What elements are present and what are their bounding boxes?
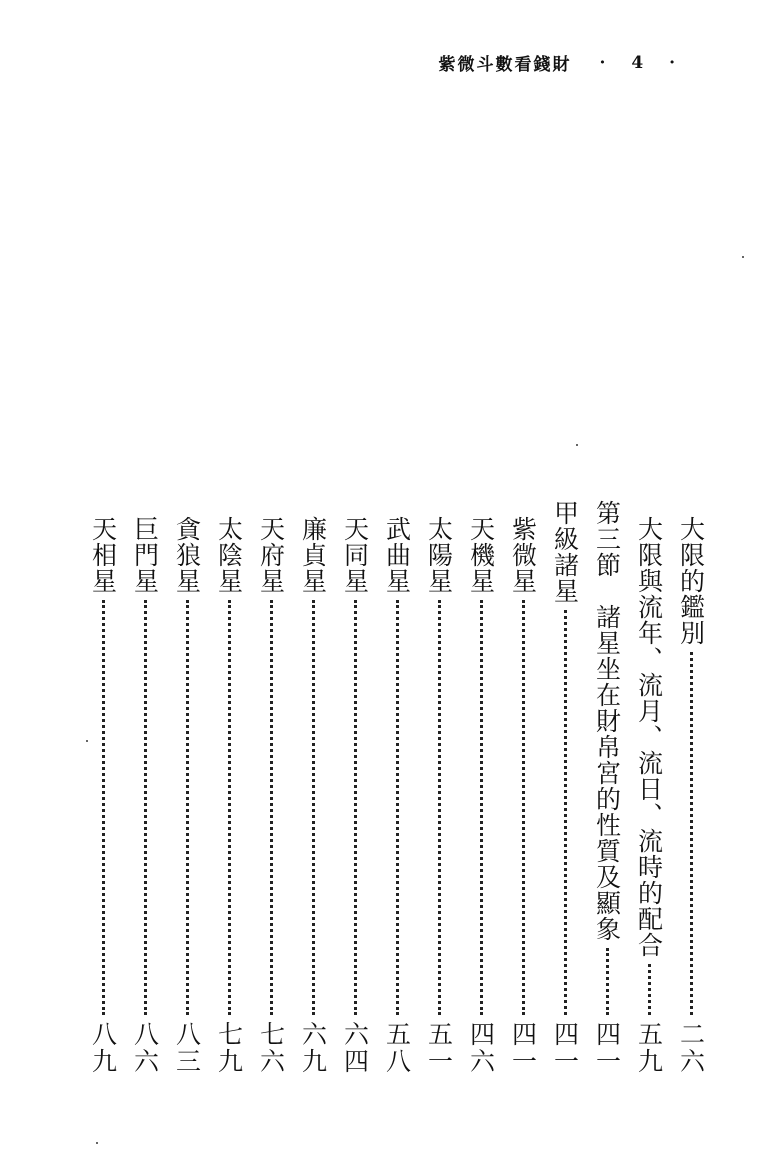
toc-entry[interactable] xyxy=(211,500,247,1075)
table-of-contents xyxy=(85,500,709,1075)
toc-entry-page: 五一 xyxy=(424,1021,454,1075)
toc-entry[interactable] xyxy=(673,500,709,1075)
toc-entry-title: 大限與流年、流月、流日、流時的配合 xyxy=(634,516,664,958)
page-number: · 4 · xyxy=(599,52,685,73)
toc-leader-dots xyxy=(396,600,399,1015)
toc-entry-page: 五八 xyxy=(382,1021,412,1075)
toc-leader-dots xyxy=(312,600,315,1015)
toc-entry[interactable] xyxy=(631,500,667,1075)
toc-leader-dots xyxy=(522,600,525,1015)
toc-entry[interactable] xyxy=(505,500,541,1075)
toc-leader-dots xyxy=(564,610,567,1015)
scan-speck xyxy=(96,1142,98,1144)
toc-leader-dots xyxy=(606,948,609,1015)
toc-entry[interactable] xyxy=(127,500,163,1075)
running-header xyxy=(438,50,685,75)
toc-entry-title: 貪狼星 xyxy=(172,516,202,594)
toc-entry[interactable] xyxy=(337,500,373,1075)
toc-entry-title: 紫微星 xyxy=(508,516,538,594)
toc-leader-dots xyxy=(690,652,693,1015)
toc-entry-title: 武曲星 xyxy=(382,516,412,594)
toc-entry[interactable] xyxy=(295,500,331,1075)
toc-leader-dots xyxy=(354,600,357,1015)
toc-entry[interactable] xyxy=(169,500,205,1075)
toc-entry-title: 天府星 xyxy=(256,516,286,594)
toc-leader-dots xyxy=(144,600,147,1015)
toc-leader-dots xyxy=(270,600,273,1015)
toc-section-heading[interactable] xyxy=(589,500,625,1075)
toc-entry-title: 太陰星 xyxy=(214,516,244,594)
toc-leader-dots xyxy=(228,600,231,1015)
toc-entry-title: 巨門星 xyxy=(130,516,160,594)
toc-entry-title: 廉貞星 xyxy=(298,516,328,594)
toc-entry-title: 大限的鑑別 xyxy=(676,516,706,646)
toc-entry-page: 四一 xyxy=(508,1021,538,1075)
toc-entry-page: 六九 xyxy=(298,1021,328,1075)
scan-speck xyxy=(576,444,578,446)
toc-entry-title: 天同星 xyxy=(340,516,370,594)
toc-entry[interactable] xyxy=(85,500,121,1075)
toc-leader-dots xyxy=(102,600,105,1015)
toc-entry-page: 四一 xyxy=(592,1021,622,1075)
toc-entry-page: 七九 xyxy=(214,1021,244,1075)
toc-entry[interactable] xyxy=(463,500,499,1075)
toc-entry-title: 第三節 諸星坐在財帛宮的性質及顯象 xyxy=(592,500,622,942)
toc-entry-page: 八六 xyxy=(130,1021,160,1075)
toc-entry[interactable] xyxy=(379,500,415,1075)
toc-entry-page: 六四 xyxy=(340,1021,370,1075)
toc-entry-page: 八三 xyxy=(172,1021,202,1075)
toc-leader-dots xyxy=(438,600,441,1015)
scan-speck xyxy=(86,740,88,742)
toc-entry-title: 甲級諸星 xyxy=(550,500,580,604)
toc-entry-page: 二六 xyxy=(676,1021,706,1075)
toc-leader-dots xyxy=(480,600,483,1015)
toc-entry-title: 太陽星 xyxy=(424,516,454,594)
scan-speck xyxy=(742,256,744,258)
toc-subsection-heading[interactable] xyxy=(547,500,583,1075)
toc-leader-dots xyxy=(648,964,651,1015)
toc-leader-dots xyxy=(186,600,189,1015)
toc-entry[interactable] xyxy=(253,500,289,1075)
toc-entry-title: 天機星 xyxy=(466,516,496,594)
toc-entry-page: 八九 xyxy=(88,1021,118,1075)
toc-entry-page: 七六 xyxy=(256,1021,286,1075)
toc-entry[interactable] xyxy=(421,500,457,1075)
toc-entry-page: 五九 xyxy=(634,1021,664,1075)
toc-entry-page: 四六 xyxy=(466,1021,496,1075)
toc-entry-page: 四一 xyxy=(550,1021,580,1075)
book-title: 紫微斗數看錢財 xyxy=(438,55,572,75)
toc-entry-title: 天相星 xyxy=(88,516,118,594)
